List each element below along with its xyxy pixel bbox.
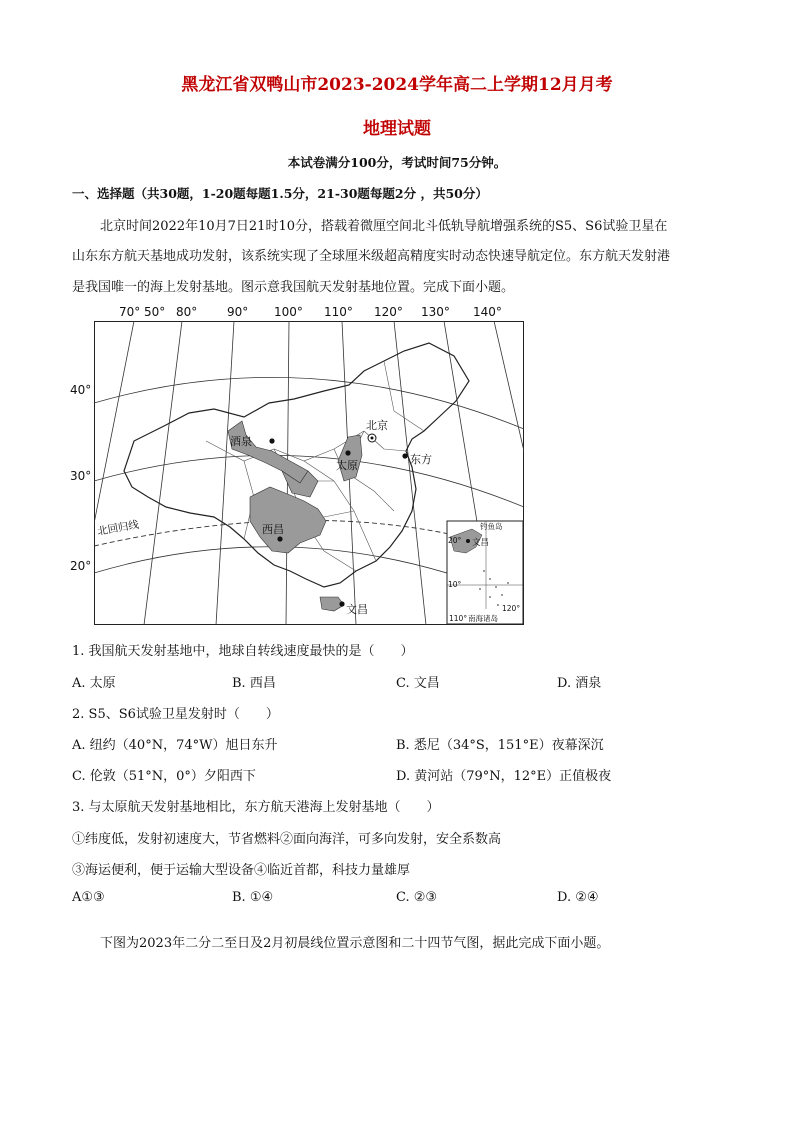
inset-lat-10: 10° [448, 580, 462, 589]
inset-caption: 南海诸岛 [468, 614, 498, 623]
label-taiyuan: 太原 [336, 459, 358, 472]
lon-label-120: 120° [374, 305, 403, 319]
inset-lon-120: 120° [502, 604, 521, 613]
label-jiuquan: 酒泉 [230, 435, 252, 448]
question-3-option-b[interactable]: B. ①④ [232, 890, 274, 905]
lon-label-70: 70° [119, 305, 141, 319]
question-2-stem: 2. S5、S6试验卫星发射时（ ） [72, 707, 279, 722]
question-3-option-d[interactable]: D. ②④ [557, 890, 599, 905]
question-2-option-b[interactable]: B. 悉尼（34°S，151°E）夜幕深沉 [396, 738, 604, 753]
question-1-option-a[interactable]: A. 太原 [72, 676, 116, 691]
question-1-stem: 1. 我国航天发射基地中，地球自转线速度最快的是（ ） [72, 644, 414, 659]
lon-label-50: 50° [144, 305, 166, 319]
question-1-option-d[interactable]: D. 酒泉 [557, 676, 602, 691]
lat-label-30: 30° [70, 469, 92, 483]
question-1-option-c[interactable]: C. 文昌 [396, 676, 440, 691]
passage-2: 下图为2023年二分二至日及2月初晨线位置示意图和二十四节气图，据此完成下面小题。 [100, 936, 610, 951]
lon-label-110: 110° [324, 305, 353, 319]
lon-label-130: 130° [421, 305, 450, 319]
question-3-statements-1: ①纬度低，发射初速度大，节省燃料②面向海洋，可多向发射，安全系数高 [72, 832, 502, 847]
question-1-option-b[interactable]: B. 西昌 [232, 676, 276, 691]
lon-label-80: 80° [176, 305, 198, 319]
passage-line-2: 山东东方航天基地成功发射，该系统实现了全球厘米级超高精度实时动态快速导航定位。东方航天发射港 [72, 249, 671, 264]
inset-site-label: 文昌 [472, 538, 490, 548]
lat-label-20: 20° [70, 559, 92, 573]
tropic-of-cancer-label: 北回归线 [96, 518, 140, 538]
question-2-option-a[interactable]: A. 纽约（40°N，74°W）旭日东升 [72, 738, 278, 753]
launch-site-map [94, 321, 524, 625]
question-3-statements-2: ③海运便利，便于运输大型设备④临近首都，科技力量雄厚 [72, 863, 411, 878]
inset-top-label: 钓鱼岛 [480, 522, 503, 531]
exam-subject-title: 地理试题 [363, 119, 431, 139]
lon-label-100: 100° [274, 305, 303, 319]
question-2-option-d[interactable]: D. 黄河站（79°N，12°E）正值极夜 [396, 769, 612, 784]
inset-lon-110: 110° [449, 614, 468, 623]
south-china-sea-inset [447, 521, 523, 624]
question-3-option-c[interactable]: C. ②③ [396, 890, 438, 905]
question-2-option-c[interactable]: C. 伦敦（51°N，0°）夕阳西下 [72, 769, 256, 784]
label-dongfang: 东方 [410, 453, 432, 466]
question-3-stem: 3. 与太原航天发射基地相比，东方航天港海上发射基地（ ） [72, 800, 440, 815]
exam-info: 本试卷满分100分，考试时间75分钟。 [287, 155, 507, 170]
label-beijing: 北京 [366, 419, 388, 432]
inset-lat-20: 20° [448, 536, 462, 545]
lat-label-40: 40° [70, 383, 92, 397]
lon-label-140: 140° [473, 305, 502, 319]
exam-title: 黑龙江省双鸭山市2023-2024学年高二上学期12月月考 [181, 75, 613, 95]
label-wenchang: 文昌 [346, 603, 368, 616]
section-heading: 一、选择题（共30题，1-20题每题1.5分，21-30题每题2分 ，共50分） [72, 186, 488, 201]
passage-line-1: 北京时间2022年10月7日21时10分，搭载着微厘空间北斗低轨导航增强系统的S5、S6试验卫星在 [100, 219, 668, 234]
passage-line-3: 是我国唯一的海上发射基地。图示意我国航天发射基地位置。完成下面小题。 [72, 280, 515, 295]
label-xichang: 西昌 [262, 523, 284, 536]
question-3-option-a[interactable]: A①③ [72, 890, 105, 905]
lon-label-90: 90° [227, 305, 249, 319]
